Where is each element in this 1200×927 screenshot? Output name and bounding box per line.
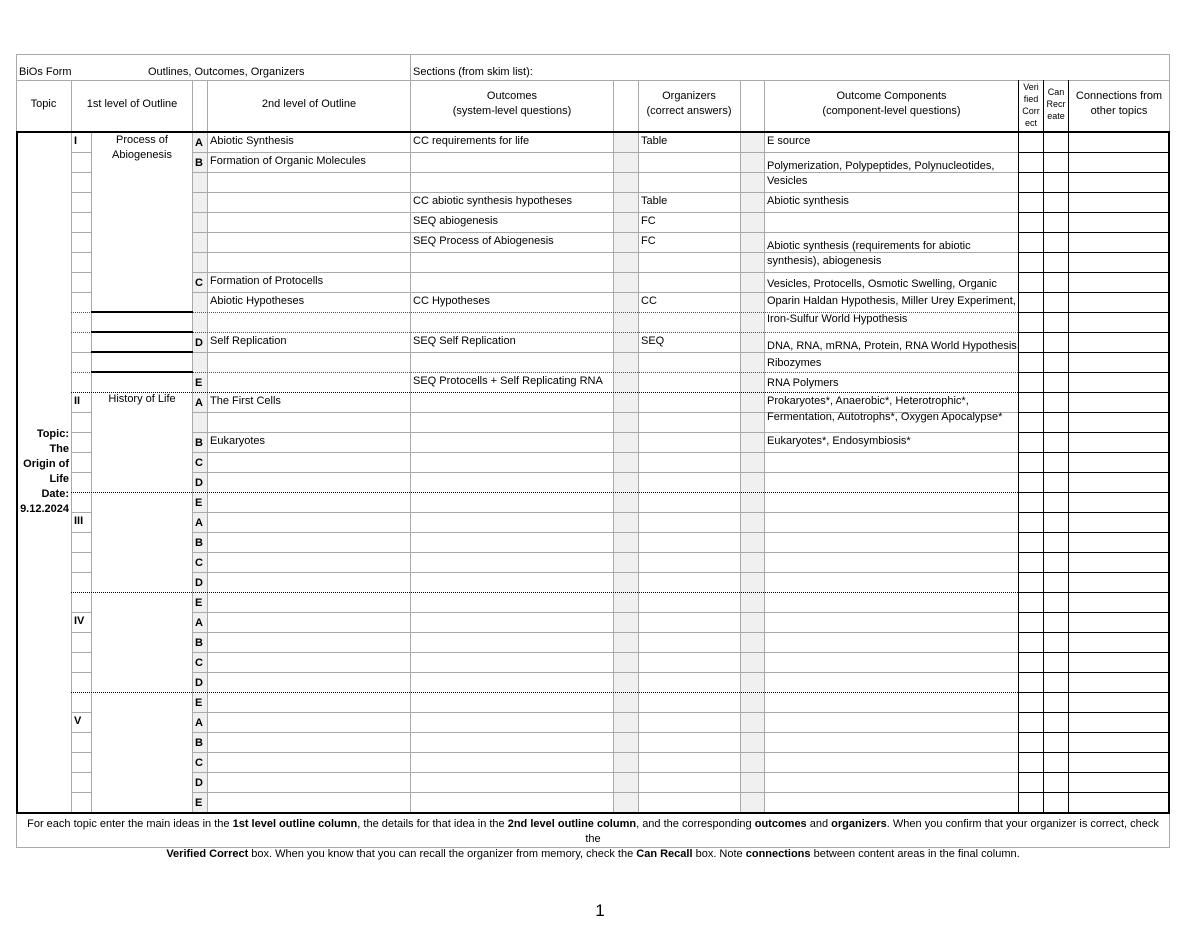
organizer-r11: SEQ (641, 335, 665, 347)
component-r1: E source (767, 135, 811, 147)
component-r2b: Vesicles (767, 175, 808, 187)
form-title: Outlines, Outcomes, Organizers (148, 66, 305, 78)
outcome-r4: CC abiotic synthesis hypotheses (413, 195, 572, 207)
component-r16: Eukaryotes*, Endosymbiosis* (767, 435, 911, 447)
component-r14b: Fermentation, Autotrophs*, Oxygen Apocalypse* (767, 411, 1003, 423)
col-verified-1: Veri (1023, 82, 1039, 92)
col-recreate-3: eate (1047, 111, 1065, 121)
organizer-r5: FC (641, 215, 656, 227)
col-recreate-1: Can (1047, 87, 1065, 97)
col-outcomes-sub: (system-level questions) (452, 105, 572, 117)
col-components-sub: (component-level questions) (822, 105, 961, 117)
level2-r2: Formation of Organic Molecules (210, 155, 366, 167)
component-r11b: Ribozymes (767, 357, 822, 369)
topic-label: Topic: (36, 428, 69, 440)
roman-1: I (74, 135, 78, 147)
level2-r14: The First Cells (210, 395, 281, 407)
level2-r1: Abiotic Synthesis (210, 135, 294, 147)
outcome-r11: SEQ Self Replication (413, 335, 516, 347)
col-recreate-2: Recr (1046, 99, 1066, 109)
outcome-r6: SEQ Process of Abiogenesis (413, 235, 554, 247)
col-outcomes-header: Outcomes (486, 90, 538, 102)
level2-r8: Formation of Protocells (210, 275, 324, 287)
col-connections-header-2: other topics (1090, 105, 1148, 117)
letter-II-D: D (195, 477, 203, 489)
roman-5: V (74, 715, 82, 727)
form-name: BiOs Form (19, 66, 72, 78)
outcome-r13: SEQ Protocells + Self Replicating RNA (413, 375, 603, 387)
col-level2-header: 2nd level of Outline (261, 98, 357, 110)
letter-IV-A: A (195, 617, 203, 629)
col-organizers-sub: (correct answers) (646, 105, 732, 117)
component-r11a: DNA, RNA, mRNA, Protein, RNA World Hypothesis, (767, 340, 1020, 352)
sections-label: Sections (from skim list): (413, 66, 533, 78)
level2-r16: Eukaryotes (210, 435, 266, 447)
letter-III-E: E (195, 597, 203, 609)
level2-r9: Abiotic Hypotheses (210, 295, 305, 307)
component-r4: Abiotic synthesis (767, 195, 849, 207)
component-r13: RNA Polymers (767, 377, 839, 389)
letter-I-D: D (195, 337, 203, 349)
component-r8: Vesicles, Protocells, Osmotic Swelling, Organic (767, 278, 997, 290)
letter-II-C: C (195, 457, 203, 469)
topic-line3: Origin of (23, 458, 69, 470)
letter-IV-B: B (195, 637, 203, 649)
component-r6a: Abiotic synthesis (requirements for abiotic (767, 240, 971, 252)
col-verified-3: Corr (1022, 106, 1040, 116)
col-level1-header: 1st level of Outline (86, 98, 178, 110)
letter-I-B: B (195, 157, 203, 169)
organizer-r1: Table (641, 135, 668, 147)
letter-III-A: A (195, 517, 203, 529)
organizer-r6: FC (641, 235, 656, 247)
letter-II-A: A (195, 397, 203, 409)
component-r9b: Iron-Sulfur World Hypothesis (767, 313, 908, 325)
letter-V-A: A (195, 717, 203, 729)
level1-item-i-line1: Process of (116, 134, 168, 146)
letter-V-B: B (195, 737, 203, 749)
letter-IV-D: D (195, 677, 203, 689)
letter-II-E: E (195, 497, 203, 509)
outcome-r1: CC requirements for life (413, 135, 530, 147)
col-components-header: Outcome Components (836, 90, 947, 102)
letter-III-B: B (195, 537, 203, 549)
organizer-r4: Table (641, 195, 668, 207)
footer-instructions: For each topic enter the main ideas in the 1st level outline column, the details for that idea in the 2nd level outline column, and the corresponding outcomes and organizers. When you confirm that your organizer is correct, check the Verified Correct box. When you know that you can recall the organizer from memory, check the Can Recall box. Note connections between content areas in the final column. (27, 818, 1159, 860)
letter-I-E: E (195, 377, 203, 389)
topic-line2: The (49, 443, 69, 455)
roman-3: III (74, 515, 84, 527)
page-number: 1 (595, 901, 605, 920)
letter-III-D: D (195, 577, 203, 589)
level1-item-ii: History of Life (108, 393, 176, 405)
letter-III-C: C (195, 557, 203, 569)
letter-IV-C: C (195, 657, 203, 669)
col-organizers-header: Organizers (662, 90, 716, 102)
component-r14a: Prokaryotes*, Anaerobic*, Heterotrophic*, (767, 395, 969, 407)
roman-4: IV (74, 615, 85, 627)
roman-2: II (74, 395, 81, 407)
letter-V-D: D (195, 777, 203, 789)
level1-item-i-line2: Abiogenesis (112, 149, 172, 161)
topic-line4: Life (49, 473, 69, 485)
date-label: Date: (41, 488, 69, 500)
level2-r11: Self Replication (210, 335, 287, 347)
component-r6b: synthesis), abiogenesis (767, 255, 882, 267)
col-topic-header: Topic (30, 98, 57, 110)
outcome-r9: CC Hypotheses (413, 295, 491, 307)
outcome-r5: SEQ abiogenesis (413, 215, 498, 227)
component-r2a: Polymerization, Polypeptides, Polynucleotides, (767, 160, 995, 172)
letter-IV-E: E (195, 697, 203, 709)
letter-I-C: C (195, 277, 203, 289)
letter-I-A: A (195, 137, 203, 149)
col-verified-4: ect (1024, 118, 1037, 128)
date-value: 9.12.2024 (20, 503, 69, 515)
letter-V-E: E (195, 797, 203, 809)
letter-II-B: B (195, 437, 203, 449)
col-connections-header: Connections from (1075, 90, 1163, 102)
component-r9a: Oparin Haldan Hypothesis, Miller Urey Experiment, (767, 295, 1016, 307)
organizer-r9: CC (641, 295, 657, 307)
letter-V-C: C (195, 757, 203, 769)
col-verified-2: fied (1023, 94, 1039, 104)
